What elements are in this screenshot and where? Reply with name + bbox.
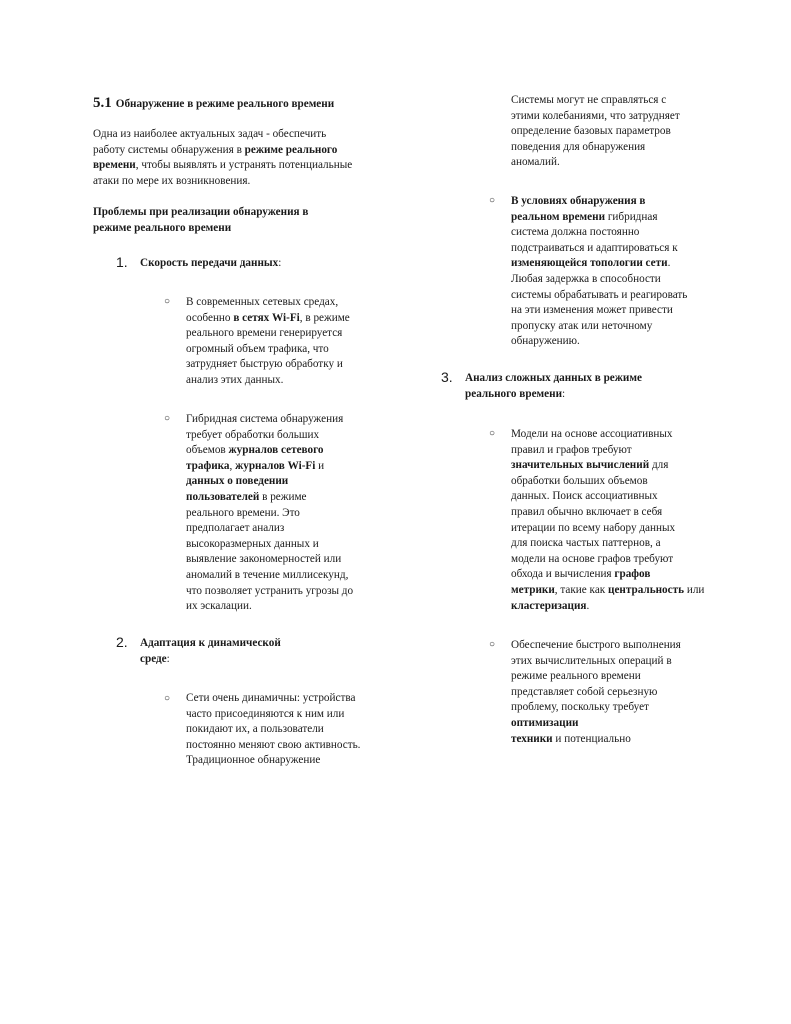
bullet-text-1-1 [186,295,376,389]
title-run: Скорость передачи данных [140,257,279,269]
bold-run: значительных вычислений [511,459,650,472]
text-run: , такие как [554,583,609,596]
section-title: Обнаружение в режиме реального времени [115,98,335,110]
bullet-text-3-2 [511,638,711,747]
text-run: гибридная система должна постоянно подстраиваться и адаптироваться к [511,210,678,254]
bold-run: режиме реального времени [93,143,338,172]
section-heading [93,94,334,112]
text-run: Одна из наиболее актуальных задач - обеспечить работу системы обнаружения в [93,128,327,156]
text-run: . Любая задержка в способности системы обрабатывать и реагировать на эти изменения может привести пропуску атак или неточному обнаружению. [511,257,688,348]
bold-run: оптимизации техники [511,716,579,745]
right-continuation: Системы могут не справляться с этими колебаниями, что затрудняет определение базовых параметров поведения для обнаружения аномалий. [511,94,680,169]
text-run: или [686,583,705,596]
bullet-text-2-2 [511,194,711,350]
bold-run: В условиях обнаружения в реальном времени [511,195,646,223]
list-title-1 [140,256,281,272]
bullet-text-1-2 [186,412,376,615]
bullet-marker: ○ [164,413,171,424]
bold-run: журналов Wi-Fi [235,459,316,472]
title-run: Адаптация к динамической среде [140,637,281,665]
text-run: Гибридная система обнаружения требует обработки больших объемов [186,413,344,457]
list-title-3 [465,371,642,402]
bold-run: кластеризация [511,599,587,612]
text-run: : [278,257,282,269]
bullet-marker: ○ [164,693,171,704]
bold-run: изменяющейся топологии сети [511,257,668,270]
text-run: Обеспечение быстрого выполнения этих вычислительных операций в режиме реального времени представляет собой серьезную проблему, поскольку требует [511,639,681,714]
bold-run: графов метрики [511,568,651,596]
text-run: : [562,387,566,400]
bold-run: в сетях Wi-Fi [233,311,300,324]
section-number: 5.1 [93,95,112,111]
bullet-text-3-1 [511,427,716,614]
list-number-3: 3. [441,369,453,385]
text-run: и потенциально [552,732,631,745]
intro-paragraph [93,127,383,189]
bold-run: данных о поведении пользователей [186,475,289,503]
bold-run: центральность [608,583,685,596]
title-run: Анализ сложных данных в режиме реального времени [465,372,642,400]
text-run: , в режиме реального времени генерируется огромный объем трафика, что затрудняет быструю обработку и анализ этих данных. [186,311,350,386]
text-run: и [318,459,325,472]
text-run: . [586,599,590,612]
subheading: Проблемы при реализации обнаружения в режиме реального времени [93,206,309,234]
text-run: : [166,652,170,665]
bullet-marker: ○ [164,296,171,307]
list-number-1: 1. [116,254,128,270]
text-run: Модели на основе ассоциативных правил и графов требуют [511,428,673,456]
text-run: , [229,459,236,472]
text-run: В современных сетевых средах, особенно [186,296,339,324]
list-number-2: 2. [116,634,128,650]
bullet-marker: ○ [489,428,496,439]
text-run: в режиме реального времени. Это предполагает анализ высокоразмерных данных и выявление закономерностей или аномалий в течение миллисекунд, что позволяет устранить угрозы до их эскалации. [186,490,354,613]
bullet-text-2-1: Сети очень динамичны: устройства часто присоединяются к ним или покидают их, а пользователи постоянно меняют свою активность. Традиционное обнаружение [186,692,361,767]
text-run: для обработки больших объемов данных. Поиск ассоциативных правил обычно включает в себя итерации по всему набору данных для поиска частых паттернов, а модели на основе графов требуют обхода и вычисления [511,459,676,581]
bold-run: журналов сетевого трафика [186,444,324,472]
bullet-marker: ○ [489,195,496,206]
text-run: , чтобы выявлять и устранять потенциальные атаки по мере их возникновения. [93,159,353,187]
bullet-marker: ○ [489,639,496,650]
list-title-2 [140,636,281,667]
